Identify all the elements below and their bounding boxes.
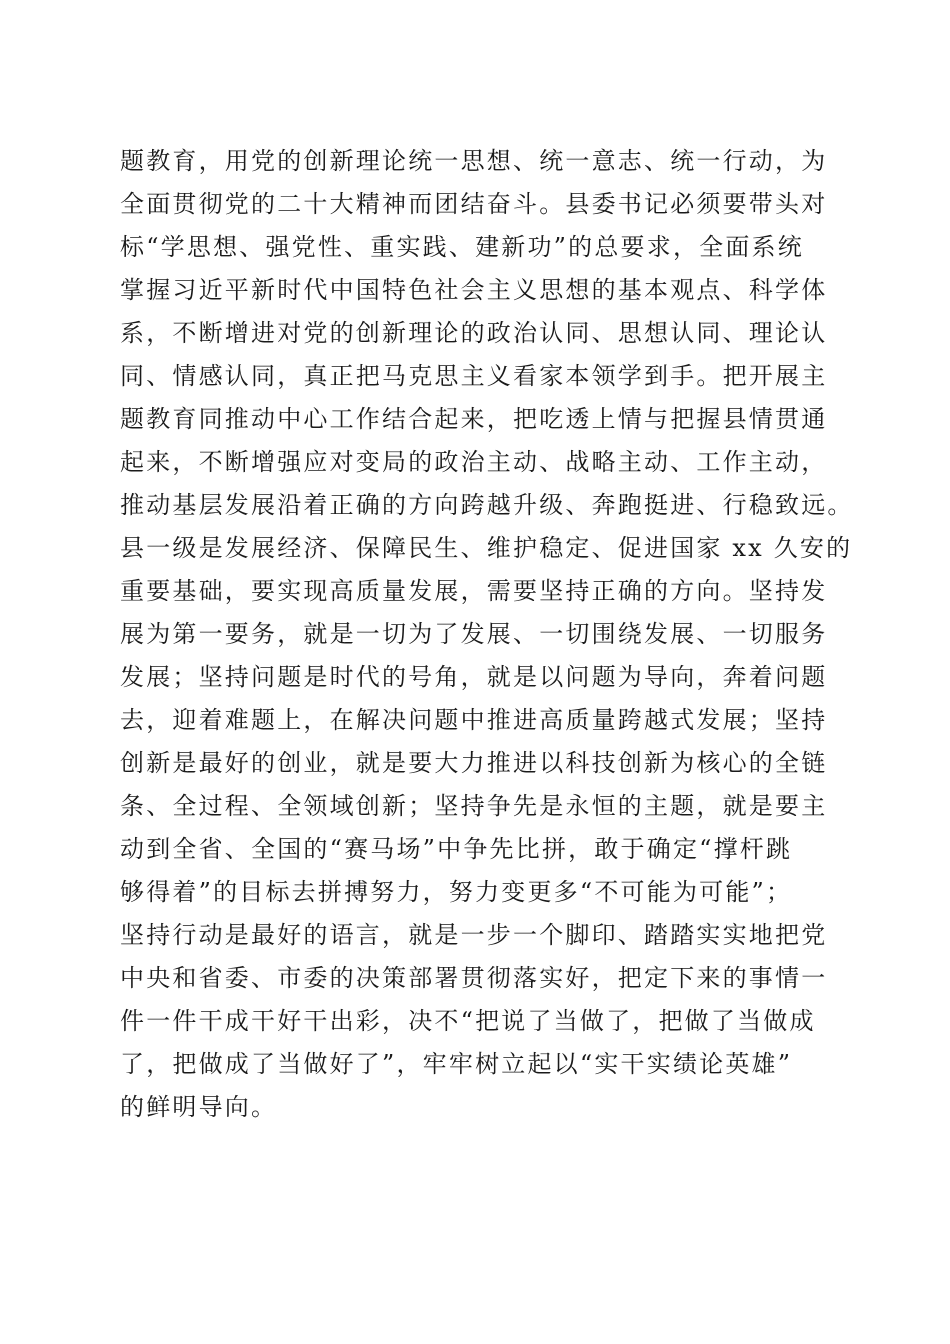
text-line: 的鲜明导向。: [120, 1093, 278, 1121]
text-line: 题教育，用党的创新理论统一思想、统一意志、统一行动，为: [120, 147, 828, 175]
text-line: 条、全过程、全领域创新；坚持争先是永恒的主题，就是要主: [120, 792, 828, 820]
text-line: 县一级是发展经济、保障民生、维护稳定、促进国家 xx 久安的: [120, 534, 853, 562]
text-line: 了，把做成了当做好了”，牢牢树立起以“实干实绩论英雄”: [120, 1050, 793, 1078]
text-line: 题教育同推动中心工作结合起来，把吃透上情与把握县情贯通: [120, 405, 828, 433]
text-line: 推动基层发展沿着正确的方向跨越升级、奔跑挺进、行稳致远。: [120, 491, 854, 519]
text-line: 标“学思想、强党性、重实践、建新功”的总要求，全面系统: [120, 233, 804, 261]
body-paragraph: [120, 140, 854, 1129]
text-line: 够得着”的目标去拼搏努力，努力变更多“不可能为可能”；: [120, 878, 793, 906]
text-line: 中央和省委、市委的决策部署贯彻落实好，把定下来的事情一: [120, 964, 828, 992]
text-line: 重要基础，要实现高质量发展，需要坚持正确的方向。坚持发: [120, 577, 828, 605]
text-line: 动到全省、全国的“赛马场”中争先比拼，敢于确定“撑杆跳: [120, 835, 793, 863]
text-line: 起来，不断增强应对变局的政治主动、战略主动、工作主动，: [120, 448, 828, 476]
text-line: 去，迎着难题上，在解决问题中推进高质量跨越式发展；坚持: [120, 706, 828, 734]
text-line: 坚持行动是最好的语言，就是一步一个脚印、踏踏实实地把党: [120, 921, 828, 949]
text-line: 系，不断增进对党的创新理论的政治认同、思想认同、理论认: [120, 319, 828, 347]
text-line: 全面贯彻党的二十大精神而团结奋斗。县委书记必须要带头对: [120, 190, 828, 218]
text-line: 创新是最好的创业，就是要大力推进以科技创新为核心的全链: [120, 749, 828, 777]
text-line: 掌握习近平新时代中国特色社会主义思想的基本观点、科学体: [120, 276, 828, 304]
text-line: 件一件干成干好干出彩，决不“把说了当做了，把做了当做成: [120, 1007, 816, 1035]
text-line: 展为第一要务，就是一切为了发展、一切围绕发展、一切服务: [120, 620, 828, 648]
text-line: 同、情感认同，真正把马克思主义看家本领学到手。把开展主: [120, 362, 828, 390]
text-line: 发展；坚持问题是时代的号角，就是以问题为导向，奔着问题: [120, 663, 828, 691]
